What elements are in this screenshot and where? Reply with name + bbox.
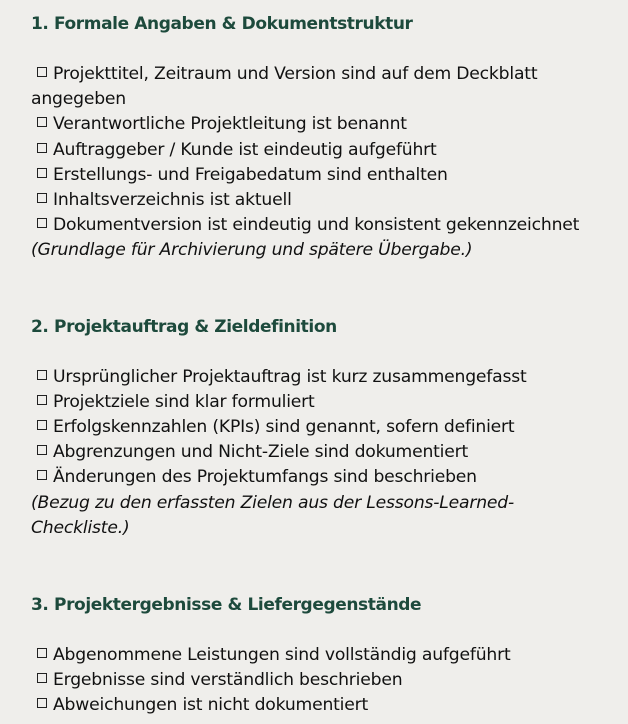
section-deliverables — [31, 593, 608, 719]
checklist-item — [31, 668, 608, 693]
item-label: Inhaltsverzeichnis ist aktuell — [53, 190, 292, 211]
checkbox-icon[interactable] — [37, 168, 47, 178]
checkbox-icon[interactable] — [37, 445, 47, 455]
item-label: Dokumentversion ist eindeutig und konsistent gekennzeichnet — [53, 215, 580, 236]
item-label: Projekttitel, Zeitraum und Version sind auf dem Deckblatt angegeben — [31, 64, 538, 110]
section-project-order — [31, 315, 608, 541]
item-label: Verantwortliche Projektleitung ist benannt — [53, 114, 407, 135]
checklist-item — [31, 643, 608, 668]
item-label: Projektziele sind klar formuliert — [53, 391, 315, 412]
checkbox-icon[interactable] — [37, 117, 47, 127]
checklist — [31, 62, 608, 264]
checklist-item — [31, 693, 608, 718]
checklist-item — [31, 390, 608, 415]
checkbox-icon[interactable] — [37, 67, 47, 77]
item-label: Abgenommene Leistungen sind vollständig aufgeführt — [53, 645, 511, 666]
section-note: (Bezug zu den erfassten Zielen aus der Lessons-Learned-Checkliste.) — [31, 492, 515, 538]
checklist-item — [31, 188, 608, 213]
checklist-item — [31, 465, 608, 490]
item-label: Auftraggeber / Kunde ist eindeutig aufgeführt — [53, 139, 437, 160]
item-label: Änderungen des Projektumfangs sind beschrieben — [53, 467, 477, 488]
item-label: Ursprünglicher Projektauftrag ist kurz zusammengefasst — [53, 366, 527, 387]
section-title: 1. Formale Angaben & Dokumentstruktur — [31, 14, 413, 34]
section-title: 3. Projektergebnisse & Liefergegenstände — [31, 595, 422, 616]
checklist — [31, 365, 608, 541]
section-title: 2. Projektauftrag & Zieldefinition — [31, 316, 337, 337]
checklist-item — [31, 62, 608, 112]
item-label: Abgrenzungen und Nicht-Ziele sind dokumentiert — [53, 442, 469, 463]
checkbox-icon[interactable] — [37, 420, 47, 430]
checklist-item — [31, 213, 608, 238]
checkbox-icon[interactable] — [37, 395, 47, 405]
checkbox-icon[interactable] — [37, 698, 47, 708]
checklist-item — [31, 365, 608, 390]
section-formal — [31, 12, 608, 264]
checklist-item — [31, 440, 608, 465]
checkbox-icon[interactable] — [37, 193, 47, 203]
checklist-item — [31, 112, 608, 137]
item-label: Abweichungen ist nicht dokumentiert — [53, 695, 369, 716]
checkbox-icon[interactable] — [37, 648, 47, 658]
checkbox-icon[interactable] — [37, 470, 47, 480]
checklist-item — [31, 415, 608, 440]
checkbox-icon[interactable] — [37, 218, 47, 228]
item-label: Ergebnisse sind verständlich beschrieben — [53, 670, 403, 691]
item-label: Erfolgskennzahlen (KPIs) sind genannt, sofern definiert — [53, 417, 515, 438]
checklist-item — [31, 138, 608, 163]
item-label: Erstellungs- und Freigabedatum sind enthalten — [53, 164, 448, 185]
checkbox-icon[interactable] — [37, 673, 47, 683]
checklist — [31, 643, 608, 719]
section-note: (Grundlage für Archivierung und spätere Übergabe.) — [31, 240, 473, 261]
checkbox-icon[interactable] — [37, 370, 47, 380]
checkbox-icon[interactable] — [37, 143, 47, 153]
checklist-item — [31, 163, 608, 188]
